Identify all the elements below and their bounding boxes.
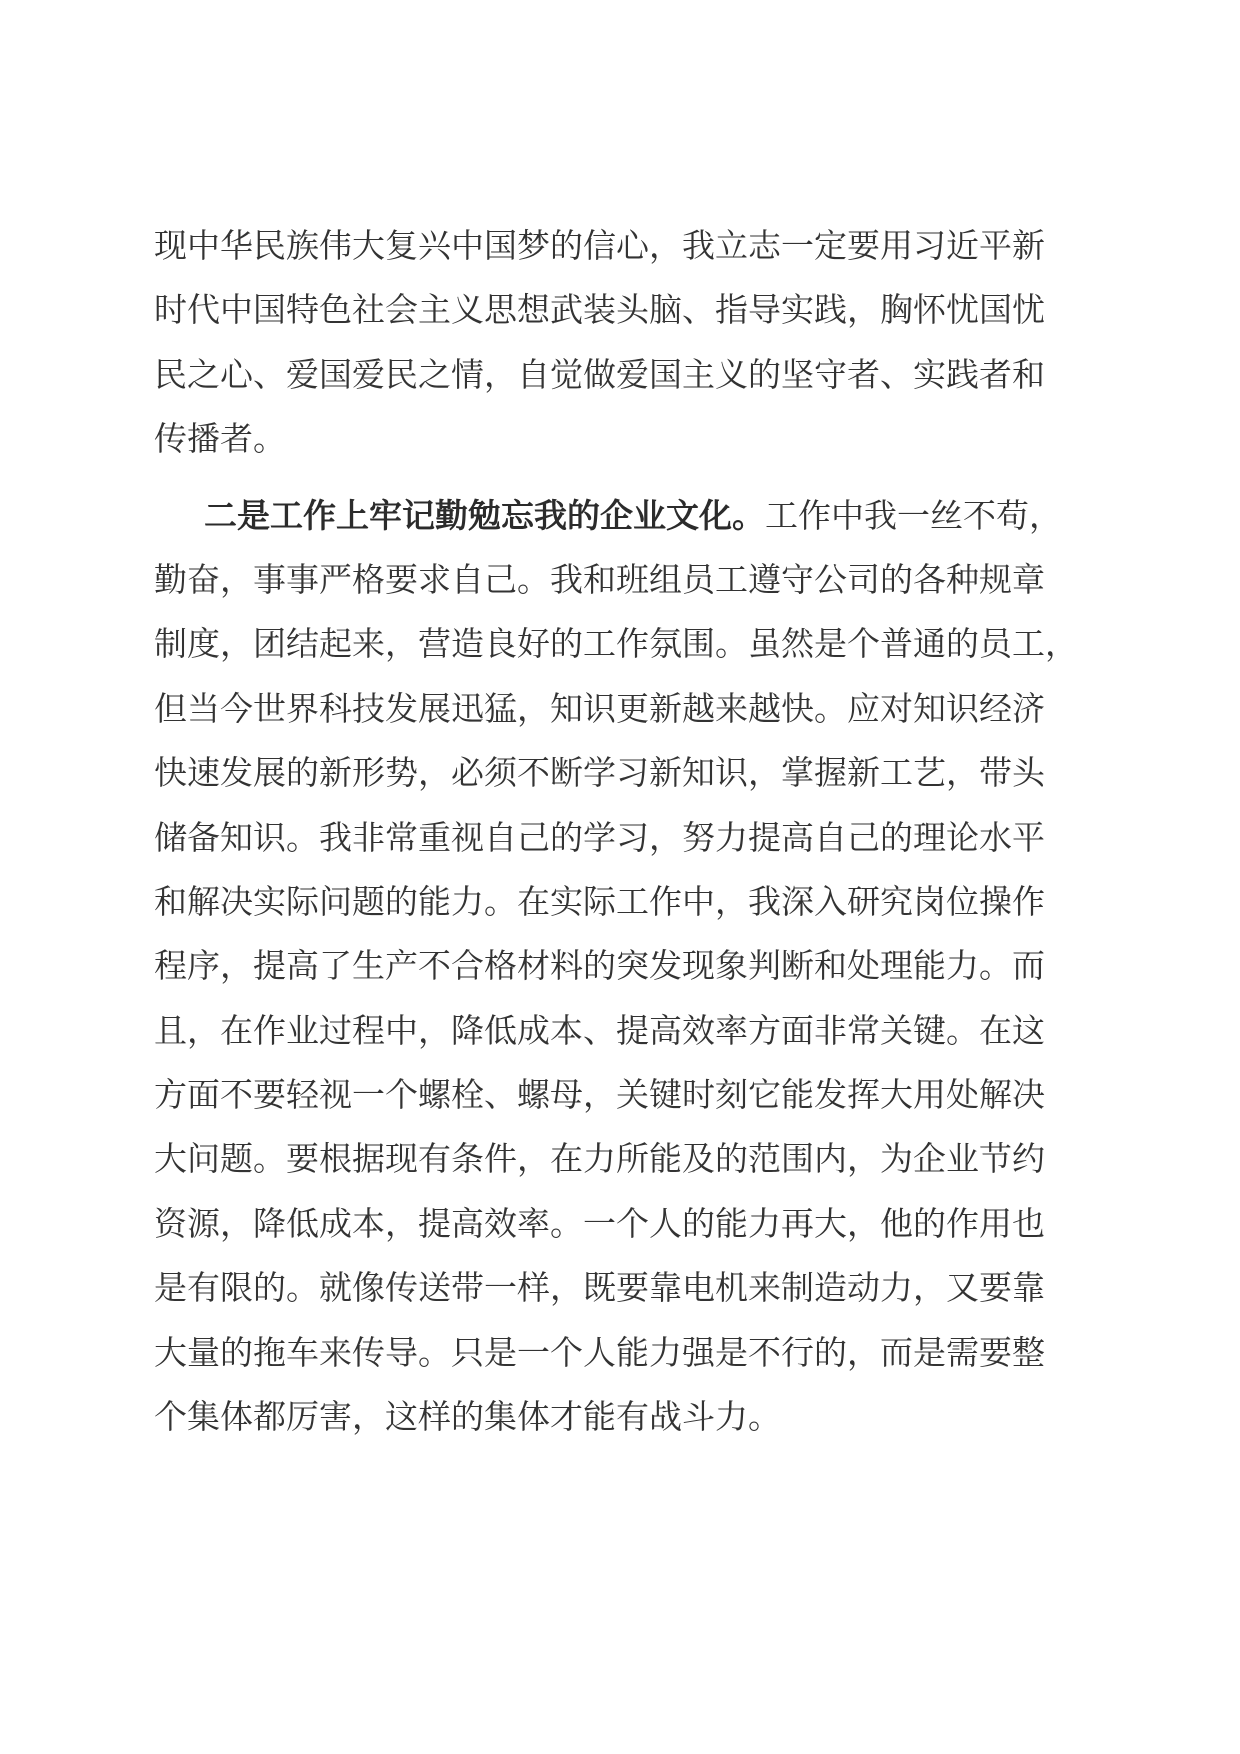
text-line: 个集体都厉害，这样的集体才能有战斗力。	[154, 1397, 781, 1437]
text-line: 勤奋，事事严格要求自己。我和班组员工遵守公司的各种规章	[154, 559, 1045, 599]
text-line: 和解决实际问题的能力。在实际工作中，我深入研究岗位操作	[154, 881, 1045, 921]
text-line: 且，在作业过程中，降低成本、提高效率方面非常关键。在这	[154, 1010, 1045, 1050]
text-line: 储备知识。我非常重视自己的学习，努力提高自己的理论水平	[154, 817, 1045, 857]
paragraph-spacer	[154, 472, 1114, 484]
paragraph-lead-heading: 二是工作上牢记勤勉忘我的企业文化。	[204, 495, 765, 535]
text-line: 方面不要轻视一个螺栓、螺母，关键时刻它能发挥大用处解决	[154, 1075, 1045, 1115]
text-line: 快速发展的新形势，必须不断学习新知识，掌握新工艺，带头	[154, 753, 1045, 793]
paragraph-2	[154, 484, 1114, 1450]
text-line: 但当今世界科技发展迅猛，知识更新越来越快。应对知识经济	[154, 688, 1045, 728]
text-line: 程序，提高了生产不合格材料的突发现象判断和处理能力。而	[154, 946, 1045, 986]
text-line-first	[154, 484, 1114, 548]
text-line: 民之心、爱国爱民之情，自觉做爱国主义的坚守者、实践者和	[154, 354, 1045, 394]
text-line: 大量的拖车来传导。只是一个人能力强是不行的，而是需要整	[154, 1332, 1045, 1372]
text-line: 现中华民族伟大复兴中国梦的信心，我立志一定要用习近平新	[154, 226, 1045, 265]
body-text	[154, 214, 1114, 1449]
text-line: 是有限的。就像传送带一样，既要靠电机来制造动力，又要靠	[154, 1268, 1045, 1308]
text-line: 制度，团结起来，营造良好的工作氛围。虽然是个普通的员工，	[154, 624, 1078, 664]
text-line: 传播者。	[154, 419, 286, 459]
first-line-text: 工作中我一丝不苟，	[765, 495, 1062, 535]
paragraph-1	[154, 214, 1114, 472]
text-line: 时代中国特色社会主义思想武装头脑、指导实践，胸怀忧国忧	[154, 290, 1045, 330]
text-line: 大问题。要根据现有条件，在力所能及的范围内，为企业节约	[154, 1139, 1045, 1179]
text-line: 资源，降低成本，提高效率。一个人的能力再大，他的作用也	[154, 1203, 1045, 1243]
